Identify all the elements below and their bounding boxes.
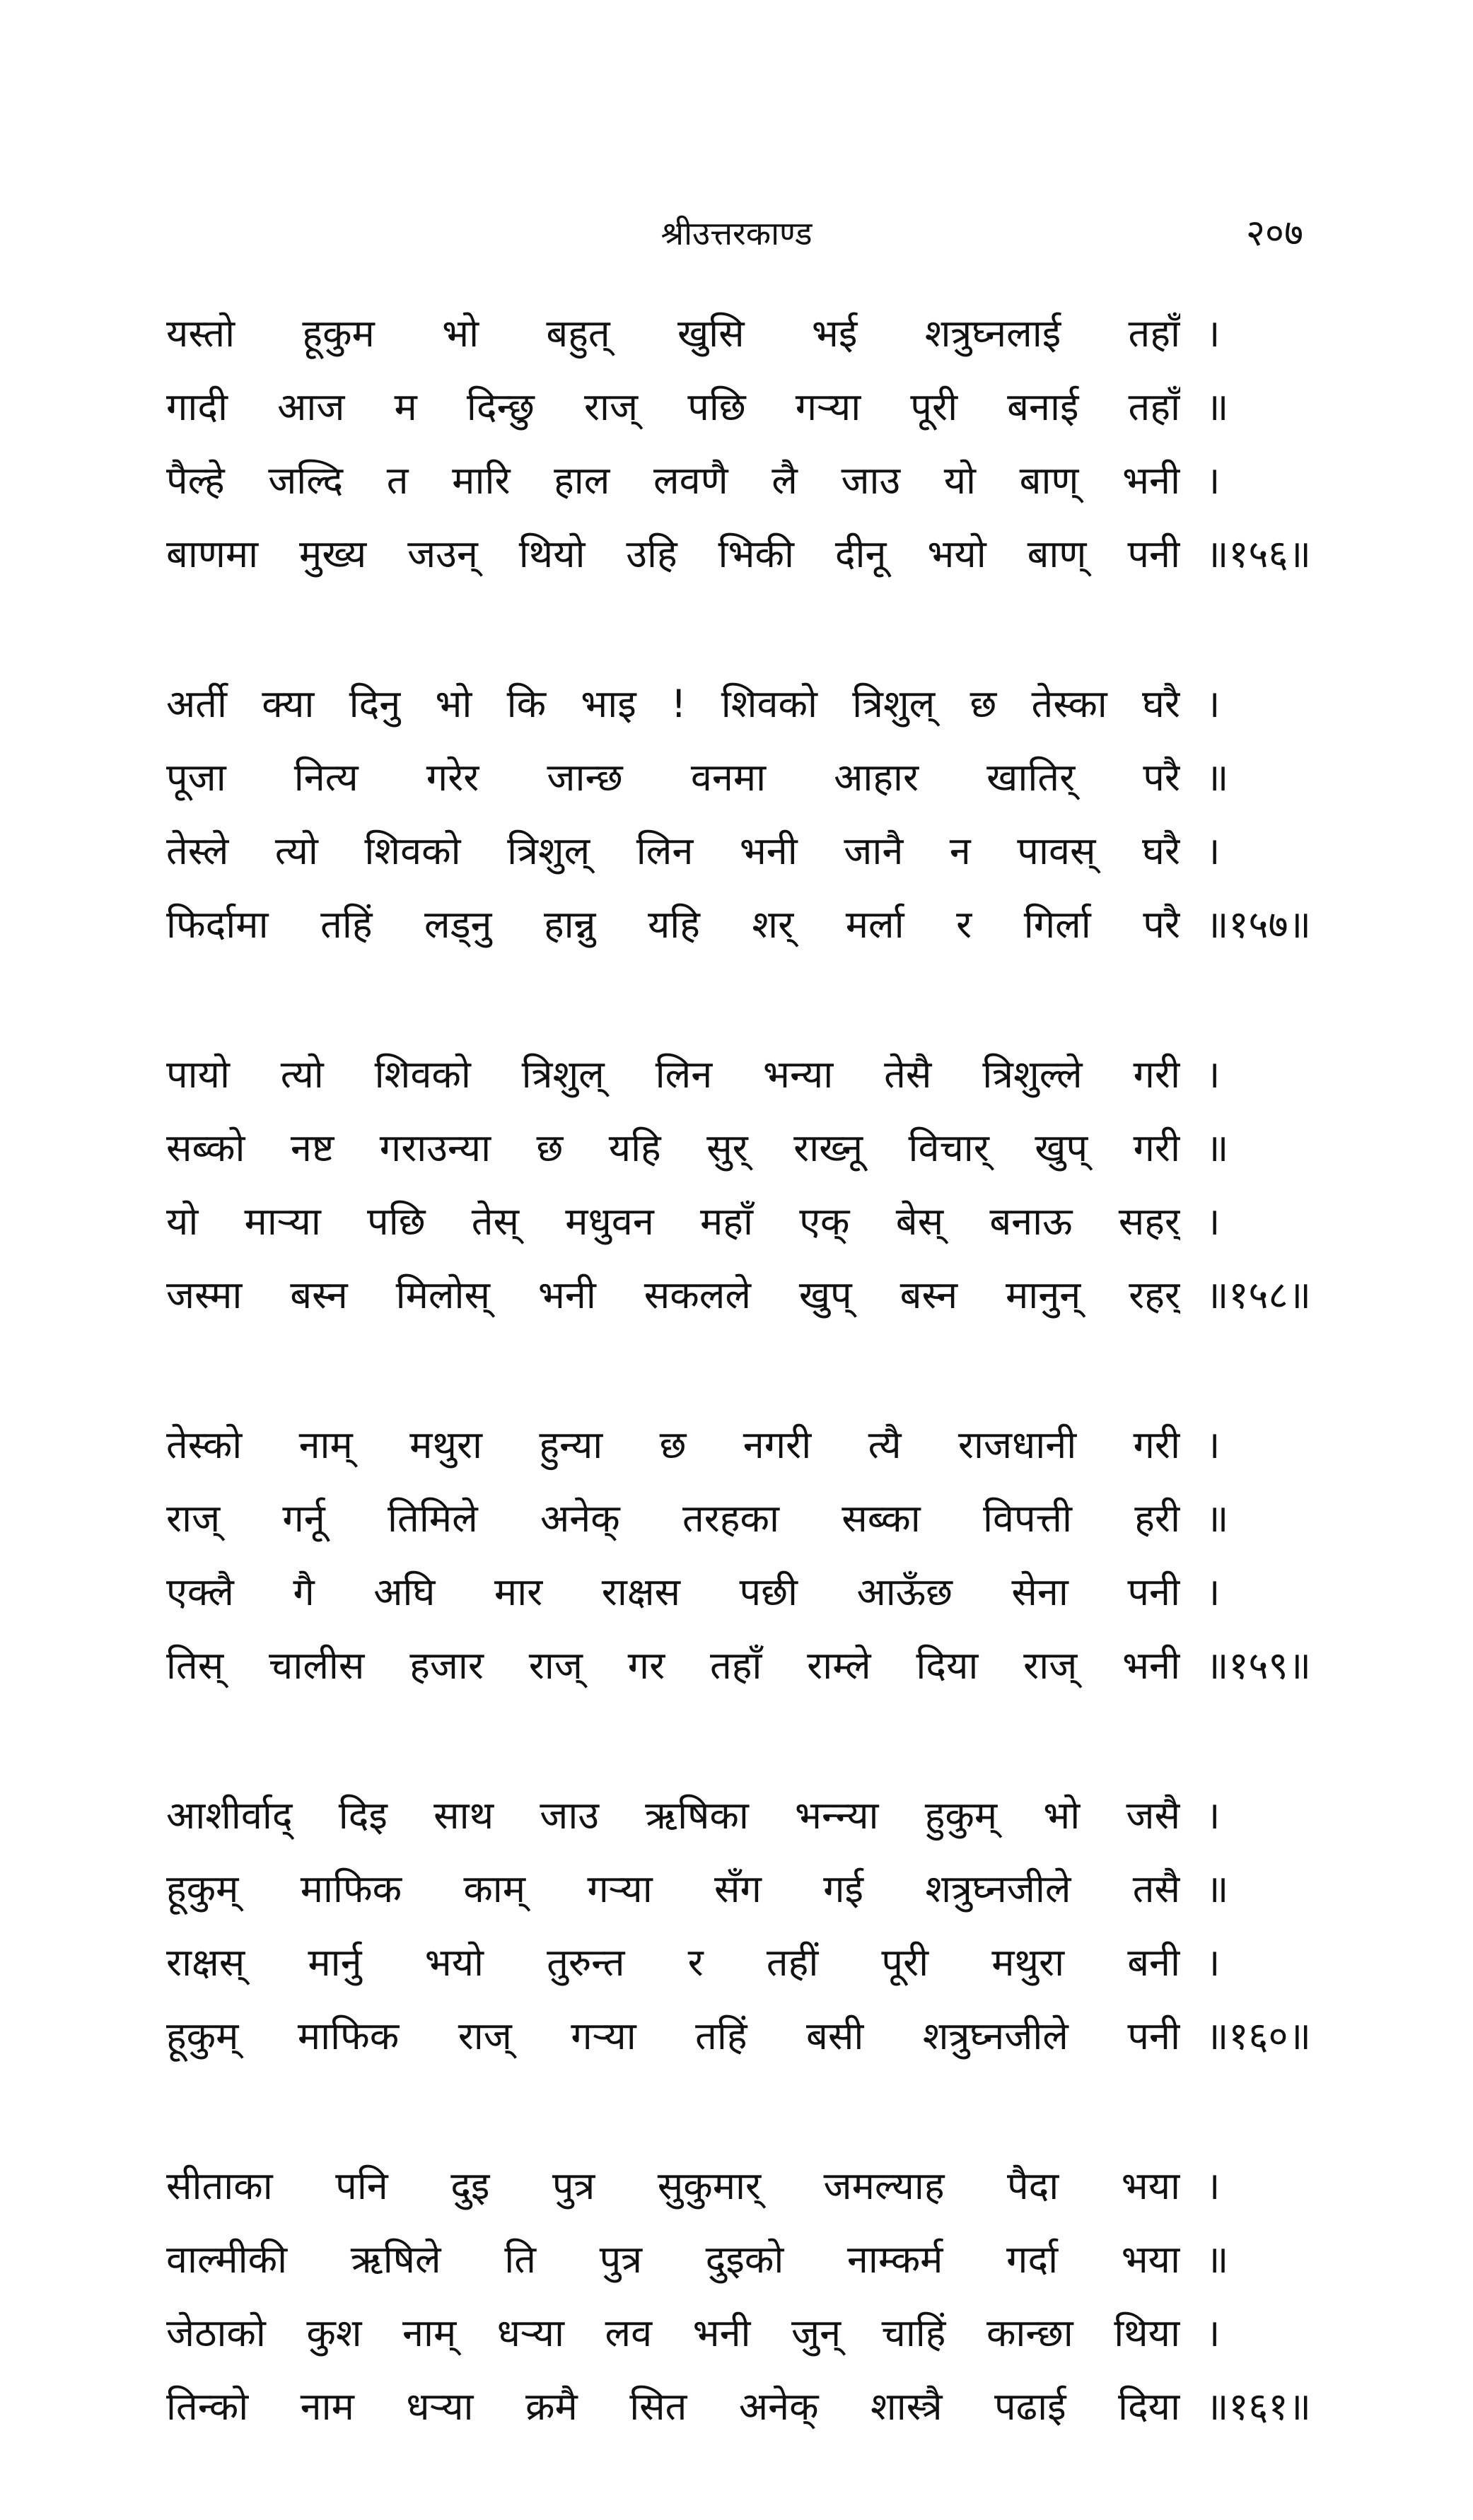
verse-text: जेठाको कुश नाम् धऱ्या लव भनी जुन् चाहिं कान्छा थिया — [166, 2311, 1180, 2355]
verse-block — [166, 297, 1312, 2520]
verse-mark: ॥ — [1206, 1496, 1229, 1541]
verse-text: यो माऱ्या पछि तेस् मधुवन महाँ एक् बेस् बनाऊ सहर् — [166, 1199, 1180, 1244]
verse-text: फिर्दामा तहिं लड्नु हान्नु यहि शर् मर्ला र गिर्ला परै — [166, 902, 1180, 947]
verse-number: ॥१५६॥ — [1206, 532, 1311, 576]
verse-line — [166, 1556, 1312, 1629]
verse-number: ॥१५७॥ — [1206, 902, 1311, 947]
verse-text: सीताका पनि दुइ पुत्र सुकुमार् जमल्याह पैदा भया — [166, 2164, 1180, 2208]
header-title: श्रीउत्तरकाण्ड — [660, 214, 813, 252]
verse-number: ॥१५८॥ — [1206, 1273, 1311, 1317]
verse-mark: ॥ — [1206, 2237, 1229, 2282]
stanza-160 — [166, 1779, 1312, 2073]
verse-text: पूजा नित्य गरेर जान्छ वनमा आहार खातिर् परै — [166, 755, 1180, 800]
verse-number: ॥१६१॥ — [1206, 2384, 1311, 2429]
verse-line — [166, 297, 1312, 371]
verse-text: सब्को नष्ट गराउन्या छ यहि सुर् राख्नू विचार् खुप् गरी — [166, 1126, 1180, 1170]
verse-line — [166, 1853, 1312, 1926]
stanza-157 — [166, 667, 1312, 962]
verse-text: हूकुम् माफिक काम् गऱ्या सँग गई शत्रुघ्नजीले तसै — [166, 1867, 1180, 1911]
verse-line — [166, 815, 1312, 888]
verse-mark: । — [1206, 2164, 1221, 2208]
verse-line — [166, 1038, 1312, 1112]
verse-line — [166, 2370, 1312, 2444]
verse-mark: । — [1206, 311, 1221, 356]
verse-mark: । — [1206, 1570, 1221, 1614]
verse-line — [166, 371, 1312, 444]
verse-line — [166, 1926, 1312, 2000]
verse-text: अर्ती क्या दिनु भो कि भाइ ! शिवको त्रिशुल् छ तेस्का घरै — [166, 682, 1180, 726]
verse-mark: । — [1206, 1793, 1221, 1838]
verse-text: तिस् चालीस हजार राज् गर तहाँ राम्ले दिया राज् भनी — [166, 1643, 1180, 1688]
page-number: २०७ — [1245, 212, 1303, 255]
verse-mark: । — [1206, 1052, 1221, 1097]
verse-line — [166, 1259, 1312, 1332]
verse-text: जस्मा बस्न मिलोस् भनी सकलले खुप् बस्न मानुन् रहर् — [166, 1273, 1180, 1317]
verse-mark: । — [1206, 682, 1221, 726]
verse-mark: ॥ — [1206, 755, 1229, 800]
verse-line — [166, 1112, 1312, 1185]
verse-mark: । — [1206, 458, 1221, 503]
verse-number: ॥१५९॥ — [1206, 1643, 1311, 1688]
verse-line — [166, 444, 1312, 518]
verse-text: वाल्मीकी ऋषिले ति पुत्र दुइको नाम्कर्म गर्दा भया — [166, 2237, 1180, 2282]
verse-line — [166, 741, 1312, 815]
verse-mark: । — [1206, 829, 1221, 873]
verse-text: यस्तो हूकुम भो बहुत् खुसि भई शत्रुघ्नलाई तहाँ — [166, 311, 1180, 356]
verse-text: हूकुम् माफिक राज् गऱ्या तहिं बसी शत्रुघ्नजीले पनी — [166, 2014, 1180, 2058]
stanza-159 — [166, 1408, 1312, 1703]
running-head — [0, 205, 1473, 262]
verse-line — [166, 2000, 1312, 2073]
stanza-158 — [166, 1038, 1312, 1332]
verse-line — [166, 1779, 1312, 1853]
verse-mark: । — [1206, 2311, 1221, 2355]
stanza-161 — [166, 2149, 1312, 2444]
verse-line — [166, 2149, 1312, 2223]
verse-mark: । — [1206, 1423, 1221, 1467]
verse-text: राक्षस् मार्नु भयो तुरुन्त र तहीं पूरी मथुरा बनी — [166, 1940, 1180, 1985]
verse-text: बाणमा मुख्य जउन् थियो उहि भिकी दीनू भयो बाण् पनी — [166, 532, 1180, 576]
verse-line — [166, 518, 1312, 591]
verse-line — [166, 888, 1312, 962]
verse-line — [166, 667, 1312, 741]
verse-mark: ॥ — [1206, 1867, 1229, 1911]
verse-line — [166, 1629, 1312, 1703]
verse-text: तिन्को नाम धऱ्या क्रमै सित अनेक् शास्त्रै पढाई दिया — [166, 2384, 1180, 2429]
verse-text: एक्लै गै अघि मार राक्षस पछी आऊँछ सेना पनी — [166, 1570, 1180, 1614]
verse-text: गादी आज म दिन्छु राज् पछि गऱ्या पूरी बनाई तहाँ — [166, 385, 1180, 429]
verse-number: ॥१६०॥ — [1206, 2014, 1311, 2058]
verse-mark: । — [1206, 1940, 1221, 1985]
verse-mark: । — [1206, 1199, 1221, 1244]
verse-line — [166, 1185, 1312, 1259]
verse-text: तेस्को नाम् मथुरा हुन्या छ नगरी त्यै राजधानी गरी — [166, 1423, 1180, 1467]
verse-text: आशीर्वाद् दिइ साथ जाउ ऋषिका भन्न्या हुकुम् भो जसै — [166, 1793, 1180, 1838]
verse-text: पैल्हे जल्दि त मारि हाल लवणै लै जाउ यो बाण् भनी — [166, 458, 1180, 503]
verse-line — [166, 2223, 1312, 2297]
stanza-156 — [166, 297, 1312, 591]
verse-mark: ॥ — [1206, 385, 1229, 429]
verse-text: पायो त्यो शिवको त्रिशुल् लिन भन्या तेसै त्रिशुल्ले गरी — [166, 1052, 1180, 1097]
verse-mark: ॥ — [1206, 1126, 1229, 1170]
verse-line — [166, 2297, 1312, 2370]
verse-text: तेस्ले त्यो शिवको त्रिशुल् लिन भनी जानै न पावस् घरै — [166, 829, 1180, 873]
verse-line — [166, 1408, 1312, 1482]
verse-line — [166, 1482, 1312, 1556]
verse-text: राज् गर्नू तिमिले अनेक् तरहका सब्का विपत्ती हरी — [166, 1496, 1180, 1541]
